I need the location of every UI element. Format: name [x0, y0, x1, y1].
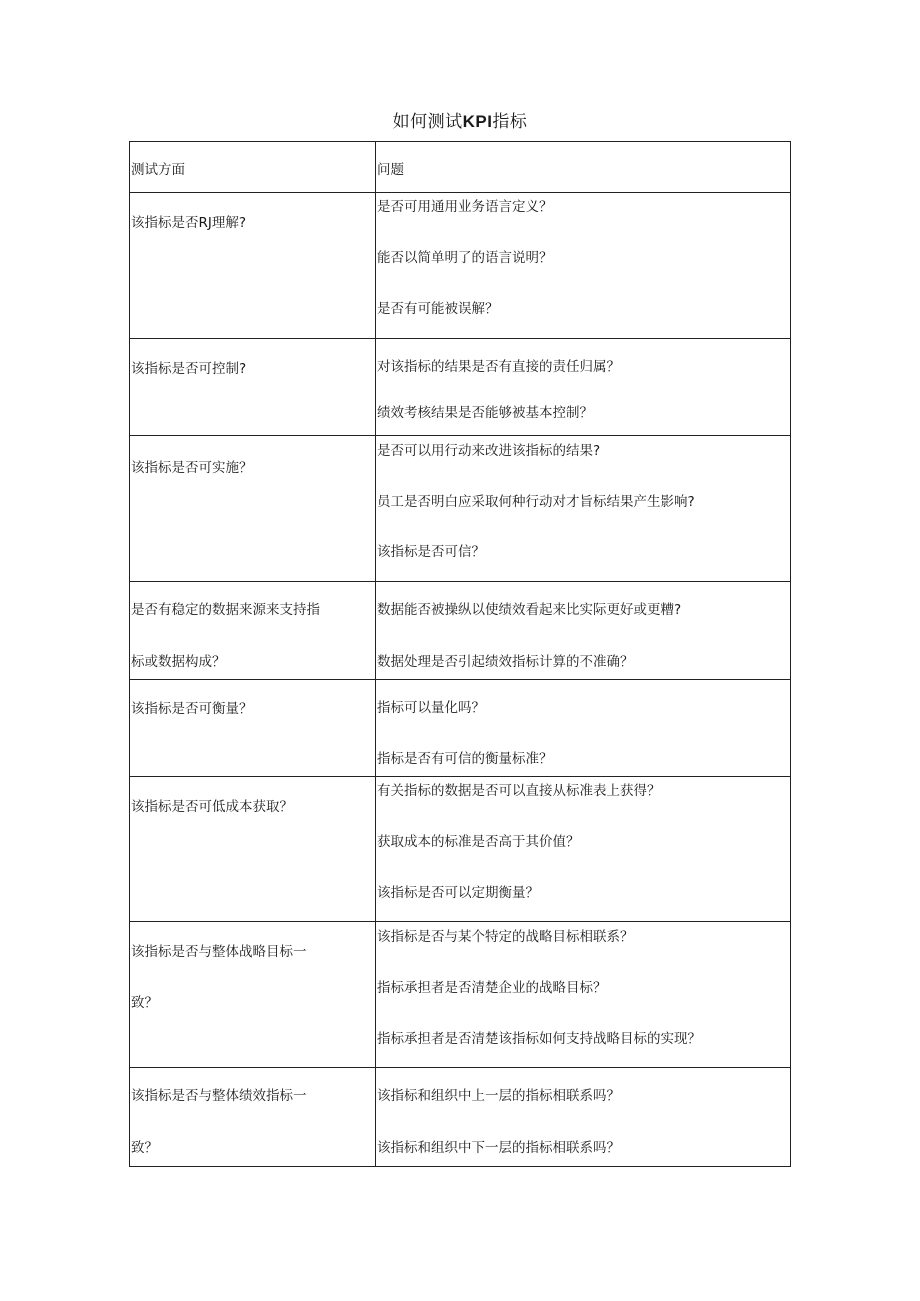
question-text: 数据能否被操纵以使绩效看起来比实际更好或更糟?: [377, 602, 682, 618]
table-row: [130, 582, 791, 680]
question-text: 该指标是否可以定期衡量？: [377, 885, 539, 901]
header-questions-cell: [376, 142, 791, 193]
aspect-cell: [130, 582, 376, 680]
question-text: 员工是否明白应采取何种行动对才旨标结果产生影响?: [377, 494, 695, 510]
aspect-text: 该指标是否可控制?: [131, 361, 247, 377]
aspect-cell: [130, 339, 376, 436]
questions-cell: [376, 582, 791, 680]
table-row: [130, 193, 791, 339]
aspect-text: 标或数据构成？: [131, 654, 226, 670]
table-row: [130, 922, 791, 1068]
question-text: 该指标和组织中下一层的指标相联系吗？: [377, 1140, 620, 1156]
aspect-text: 该指标是否可低成本获取？: [131, 799, 293, 815]
question-text: 绩效考核结果是否能够被基本控制？: [377, 405, 593, 421]
question-text: 能否以简单明了的语言说明？: [377, 250, 553, 266]
aspect-cell: [130, 193, 376, 339]
question-text: 该指标是否与某个特定的战略目标相联系？: [377, 929, 634, 945]
questions-cell: [376, 436, 791, 582]
question-text: 对该指标的结果是否有直接的责任归属？: [377, 359, 620, 375]
aspect-text: 该指标是否与整体绩效指标一: [131, 1088, 307, 1104]
aspect-cell: [130, 436, 376, 582]
aspect-cell: [130, 1068, 376, 1167]
questions-cell: [376, 193, 791, 339]
question-text: 是否可用通用业务语言定义？: [377, 199, 553, 215]
table-row: [130, 680, 791, 777]
aspect-cell: [130, 922, 376, 1068]
aspect-text: 该指标是否可衡量？: [131, 701, 253, 717]
table-header-row: [130, 142, 791, 193]
questions-cell: [376, 922, 791, 1068]
question-text: 获取成本的标准是否高于其价值？: [377, 834, 580, 850]
question-text: 有关指标的数据是否可以直接从标准表上获得？: [377, 783, 661, 799]
header-aspect-cell: [130, 142, 376, 193]
document-title: [0, 107, 920, 132]
kpi-test-table: [129, 141, 791, 1167]
header-questions: 问题: [377, 162, 404, 178]
question-text: 指标承担者是否清楚该指标如何支持战略目标的实现？: [377, 1031, 701, 1047]
title-kpi: KPI: [462, 112, 493, 131]
questions-cell: [376, 777, 791, 922]
aspect-text: 该指标是否RJ理解?: [131, 215, 247, 231]
questions-cell: [376, 680, 791, 777]
aspect-text: 致？: [131, 995, 158, 1011]
table-row: [130, 777, 791, 922]
header-aspect: 测试方面: [131, 162, 185, 178]
aspect-cell: [130, 680, 376, 777]
question-text: 指标是否有可信的衡量标准？: [377, 751, 553, 767]
question-text: 指标可以量化吗？: [377, 700, 485, 716]
aspect-text: 致？: [131, 1140, 158, 1156]
questions-cell: [376, 1068, 791, 1167]
table-row: [130, 436, 791, 582]
question-text: 该指标和组织中上一层的指标相联系吗？: [377, 1088, 620, 1104]
aspect-text: 该指标是否可实施？: [131, 460, 253, 476]
title-prefix: 如何测试: [392, 112, 463, 132]
question-text: 数据处理是否引起绩效指标计算的不准确？: [377, 654, 634, 670]
question-text: 指标承担者是否清楚企业的战略目标？: [377, 980, 607, 996]
questions-cell: [376, 339, 791, 436]
aspect-text: 该指标是否与整体战略目标一: [131, 944, 307, 960]
question-text: 是否有可能被误解？: [377, 301, 499, 317]
question-text: 该指标是否可信？: [377, 544, 485, 560]
table-row: [130, 1068, 791, 1167]
aspect-text: 是否有稳定的数据来源来支持指: [131, 602, 320, 618]
question-text: 是否可以用行动来改进该指标的结果?: [377, 443, 601, 459]
table-row: [130, 339, 791, 436]
aspect-cell: [130, 777, 376, 922]
title-suffix: 指标: [492, 112, 528, 132]
